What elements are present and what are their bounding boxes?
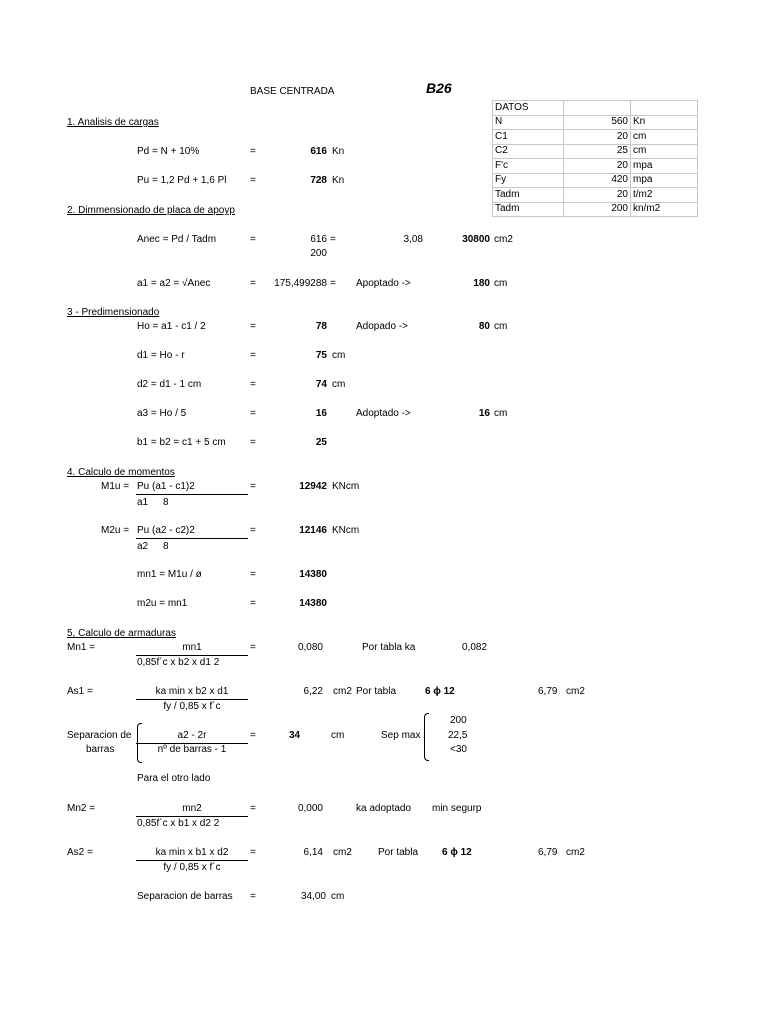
as2-area: 6,79 [538,847,558,858]
datos-header-row [493,101,698,116]
m2n-formula: m2u = mn1 [137,598,188,609]
m2u-den-a2: a2 [137,541,149,552]
m1u-numerator: Pu (a1 - c1)2 [137,481,195,492]
fraction-line [136,655,248,656]
a1-value: 175,499288 [274,278,327,289]
equals-sign: = [250,730,256,741]
as2-numerator: ka min x b1 x d2 [155,847,229,858]
otro-lado-label: Para el otro lado [137,773,211,784]
sheet-code: B26 [426,80,452,96]
equals-sign: = [250,408,256,419]
mn2-result: 0,000 [297,803,323,814]
d1-unit: cm [332,350,346,361]
equals-sign: = [250,525,256,536]
pu-value: 728 [310,175,327,186]
pd-unit: Kn [332,146,345,157]
section-5-title: 5, Calculo de armaduras [67,628,176,639]
anec-cm2: 30800 [462,234,490,245]
a1-adopt-label: Apoptado -> [356,278,411,289]
sep2-unit: cm [331,891,345,902]
datos-row: Tadm 200 kn/m2 [493,202,698,217]
fraction-line [136,860,248,861]
anec-denominator: 200 [310,248,327,259]
equals-sign: = [250,321,256,332]
sep-numerator: a2 - 2r [177,730,207,741]
d1-value: 75 [315,350,327,361]
mn1-value: 14380 [299,569,327,580]
as2-denominator: fy / 0,85 x f´c [163,862,221,873]
as2-value: 6,14 [303,847,323,858]
a3-formula: a3 = Ho / 5 [137,408,187,419]
mn1-ka-value: 0,082 [462,642,488,653]
mn1-tabla-label: Por tabla ka [362,642,416,653]
pd-value: 616 [310,146,327,157]
equals-sign: = [250,175,256,186]
equals-sign: = [250,803,256,814]
as1-tabla-label: Por tabla [356,686,397,697]
as1-bars: 6 ϕ 12 [425,686,455,697]
datos-row: Tadm 20 t/m2 [493,188,698,203]
datos-table [492,100,698,217]
pu-unit: Kn [332,175,345,186]
equals-sign: = [250,234,256,245]
as2-label: As2 = [67,847,93,858]
equals-sign: = [250,146,256,157]
anec-formula: Anec = Pd / Tadm [137,234,217,245]
anec-numerator: 616 [310,234,327,245]
as2-area-unit: cm2 [566,847,585,858]
mn1-result: 0,080 [297,642,323,653]
m2u-label: M2u = [101,525,130,536]
ho-adopt-value: 80 [478,321,490,332]
mn2-ka-label: ka adoptado [356,803,412,814]
fraction-line [136,816,248,817]
a1-adopt-value: 180 [473,278,490,289]
sep2-value: 34,00 [300,891,326,902]
m1u-unit: KNcm [332,481,360,492]
datos-row: Fy 420 mpa [493,173,698,188]
equals-sign: = [330,278,336,289]
a3-adopt-value: 16 [478,408,490,419]
m1u-den-a1: a1 [137,497,149,508]
sep-max-label: Sep max [381,730,421,741]
section-4-title: 4. Calculo de momentos [67,467,175,478]
sep-option-22-5: 22,5 [448,730,468,741]
equals-sign: = [250,598,256,609]
ho-value: 78 [315,321,327,332]
sep-value: 34 [289,730,301,741]
a3-unit: cm [494,408,508,419]
datos-row: C2 25 cm [493,144,698,159]
d1-formula: d1 = Ho - r [137,350,185,361]
section-2-title: 2. Dimmensionado de placa de apoyp [67,205,235,216]
anec-unit: cm2 [494,234,513,245]
datos-row: C1 20 cm [493,130,698,145]
as2-tabla-label: Por tabla [378,847,419,858]
as1-area-unit: cm2 [566,686,585,697]
d2-value: 74 [315,379,327,390]
datos-row: N 560 Kn [493,115,698,130]
sep-unit: cm [331,730,345,741]
equals-sign: = [250,642,256,653]
sep-denominator: nº de barras - 1 [157,744,227,755]
mn2-label: Mn2 = [67,803,96,814]
equals-sign: = [250,350,256,361]
m2u-numerator: Pu (a2 - c2)2 [137,525,195,536]
sep2-label: Separacion de barras [137,891,233,902]
right-brace [424,713,429,761]
m2u-value: 12146 [299,525,327,536]
a1-unit: cm [494,278,508,289]
sheet-title: BASE CENTRADA [250,86,335,97]
m1u-label: M1u = [101,481,130,492]
ho-formula: Ho = a1 - c1 / 2 [137,321,206,332]
pu-formula: Pu = 1,2 Pd + 1,6 Pl [137,175,227,186]
pd-formula: Pd = N + 10% [137,146,200,157]
section-3-title: 3 - Predimensionado [67,307,160,318]
ho-adopt-label: Adopado -> [356,321,408,332]
sep-label-line2: barras [86,744,115,755]
m2u-den-8: 8 [163,541,169,552]
equals-sign: = [250,437,256,448]
sep-label-line1: Separacion de [67,730,132,741]
as2-unit: cm2 [333,847,352,858]
datos-title: DATOS [493,101,564,116]
datos-row: F'c 20 mpa [493,159,698,174]
b1-value: 25 [315,437,327,448]
equals-sign: = [250,481,256,492]
mn1-numerator: mn1 [182,642,202,653]
mn2-min-label: min segurp [432,803,482,814]
equals-sign: = [330,234,336,245]
as1-numerator: ka min x b2 x d1 [155,686,229,697]
sep-option-200: 200 [450,715,467,726]
a3-value: 16 [315,408,327,419]
as1-label: As1 = [67,686,93,697]
mn2-numerator: mn2 [182,803,202,814]
fraction-line [136,699,248,700]
d2-formula: d2 = d1 - 1 cm [137,379,202,390]
as1-denominator: fy / 0,85 x f´c [163,701,221,712]
fraction-line [136,494,248,495]
a1-formula: a1 = a2 = √Anec [137,278,211,289]
m2n-value: 14380 [299,598,327,609]
m1u-den-8: 8 [163,497,169,508]
equals-sign: = [250,379,256,390]
m2u-unit: KNcm [332,525,360,536]
equals-sign: = [250,569,256,580]
anec-result: 3,08 [403,234,423,245]
mn2-denominator: 0,85f´c x b1 x d2 2 [137,818,220,829]
mn1-formula: mn1 = M1u / ø [137,569,202,580]
equals-sign: = [250,847,256,858]
sep-option-lt30: <30 [450,744,467,755]
mn1-label: Mn1 = [67,642,96,653]
mn1-denominator: 0,85f´c x b2 x d1 2 [137,657,220,668]
fraction-line [136,538,248,539]
as2-bars: 6 ϕ 12 [442,847,472,858]
as1-area: 6,79 [538,686,558,697]
a3-adopt-label: Adoptado -> [356,408,411,419]
as1-unit: cm2 [333,686,352,697]
section-1-title: 1. Analisis de cargas [67,117,159,128]
as1-value: 6,22 [303,686,323,697]
d2-unit: cm [332,379,346,390]
ho-unit: cm [494,321,508,332]
b1-formula: b1 = b2 = c1 + 5 cm [137,437,226,448]
m1u-value: 12942 [299,481,327,492]
equals-sign: = [250,278,256,289]
equals-sign: = [250,891,256,902]
